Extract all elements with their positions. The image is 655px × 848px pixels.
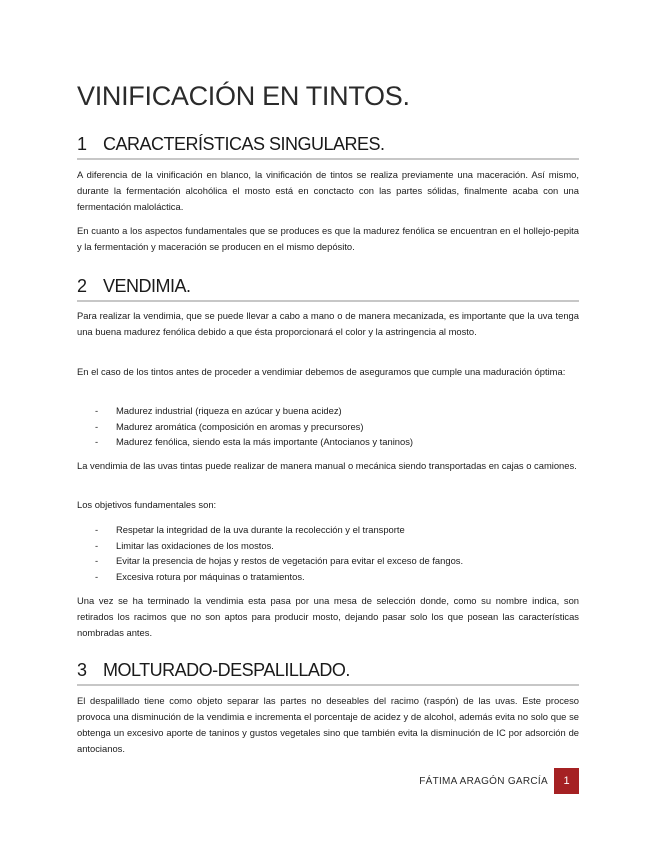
section-title: CARACTERÍSTICAS SINGULARES. — [103, 134, 385, 154]
page-number-badge: 1 — [554, 768, 579, 794]
bullet-list — [77, 522, 579, 584]
list-item: - Excesiva rotura por máquinas o tratamientos. — [77, 569, 579, 585]
bullet-dash: - — [95, 436, 99, 447]
paragraph: Los objetivos fundamentales son: — [77, 499, 217, 510]
bullet-dash: - — [95, 420, 99, 432]
list-item: - Limitar las oxidaciones de los mostos. — [77, 538, 579, 554]
section-2-heading — [77, 276, 579, 302]
paragraph: A diferencia de la vinificación en blanco, la vinificación de tintos se realiza previamente una maceración. Así mismo, durante la fermentación alcohólica el mosto está en conctacto con las partes sólidas, finalmente acaba con una fermentación maloláctica. — [77, 169, 579, 212]
section-1-heading — [77, 134, 579, 160]
section-number: 1 — [77, 134, 88, 154]
section-title: MOLTURADO-DESPALILLADO. — [103, 660, 350, 680]
bullet-dash: - — [95, 555, 99, 566]
document-title: VINIFICACIÓN EN TINTOS. — [77, 81, 410, 111]
section-number: 2 — [77, 276, 88, 296]
footer-author: FÁTIMA ARAGÓN GARCÍA — [419, 776, 548, 787]
bullet-dash: - — [95, 570, 99, 582]
list-item: - Madurez industrial (riqueza en azúcar y buena acidez) — [77, 403, 579, 419]
paragraph: En cuanto a los aspectos fundamentales que se produces es que la madurez fenólica se encuentran en el hollejo-pepita y la fermentación y maceración se producen en el mismo depósito. — [77, 225, 579, 252]
list-item: - Evitar la presencia de hojas y restos de vegetación para evitar el exceso de fangos. — [77, 553, 579, 569]
paragraph: Una vez se ha terminado la vendimia esta pasa por una mesa de selección donde, como su nombre indica, son retirados los racimos que no son aptos para producir mosto, dejando pasar solo los que posean las características nombradas antes. — [77, 595, 579, 638]
section-number: 3 — [77, 660, 88, 680]
paragraph: En el caso de los tintos antes de proceder a vendimiar debemos de aseguramos que cumple una maduración óptima: — [77, 366, 566, 377]
paragraph: Para realizar la vendimia, que se puede llevar a cabo a mano o de manera mecanizada, es importante que la uva tenga una buena madurez fenólica debido a que ésta proporcionará el color y la astringencia al mosto. — [77, 310, 579, 337]
list-item: - Respetar la integridad de la uva durante la recolección y el transporte — [77, 522, 579, 538]
bullet-dash: - — [95, 524, 99, 535]
list-item: - Madurez aromática (composición en aromas y precursores) — [77, 419, 579, 435]
paragraph: La vendimia de las uvas tintas puede realizar de manera manual o mecánica siendo transportadas en cajas o camiones. — [77, 460, 577, 471]
bullet-list — [77, 403, 579, 450]
bullet-dash: - — [95, 539, 99, 551]
paragraph: El despalillado tiene como objeto separar las partes no deseables del racimo (raspón) de las uvas. Este proceso provoca una disminución de la vendimia e incrementa el porcentaje de acidez y de alcohol, además evita no solo que se obtenga un excesivo aporte de taninos y gustos vegetales sino que también evita la disminución de IC por adsorción de antocianos. — [77, 695, 579, 754]
bullet-dash: - — [95, 405, 99, 416]
section-3-heading — [77, 660, 579, 686]
section-title: VENDIMIA. — [103, 276, 191, 296]
list-item: - Madurez fenólica, siendo esta la más importante (Antocianos y taninos) — [77, 434, 579, 450]
